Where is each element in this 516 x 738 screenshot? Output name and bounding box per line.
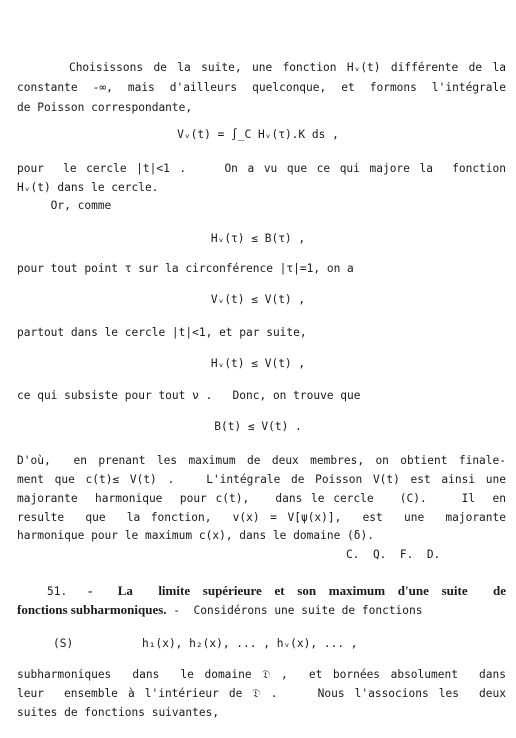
paragraph-conclusion-line4: resulte que la fonction, v(x) = V[ψ(x)], est une majorante — [17, 511, 506, 524]
paragraph-subsists: ce qui subsiste pour tout ν . Donc, on trouve que — [17, 389, 361, 402]
paragraph-choice-line2: constante -∞, mais d'ailleurs quelconque, et formons l'intégrale — [17, 81, 506, 94]
section-number: 51. — [47, 585, 68, 598]
equation-b-v-bound: B(t) ≤ V(t) . — [214, 420, 302, 433]
paragraph-subharmonic-line3: suites de fonctions suivantes, — [17, 706, 220, 719]
paragraph-subharmonic-line2: leur ensemble à l'intérieur de 𝔇 . Nous l'associons les deux — [17, 687, 506, 700]
paragraph-circumference: pour tout point τ sur la circonférence |τ|=1, on a — [17, 262, 354, 275]
paragraph-choice-line1: Choisissons de la suite, une fonction Hᵥ(t) différente de la — [17, 61, 506, 74]
equation-v-bound: Vᵥ(t) ≤ V(t) , — [210, 293, 306, 306]
section-title-line2: fonctions subharmoniques. — [17, 602, 167, 617]
paragraph-subharmonic-line1: subharmoniques dans le domaine 𝔇 , et bornées absolument dans — [17, 668, 506, 681]
equation-poisson-integral: Vᵥ(t) = ∫_C Hᵥ(τ).K ds , — [177, 128, 339, 141]
paragraph-everywhere: partout dans le cercle |t|<1, et par suite, — [17, 326, 307, 339]
section-title-line2-wrap — [17, 603, 423, 618]
equation-h-v-bound: Hᵥ(t) ≤ V(t) , — [210, 357, 306, 370]
qed-mark: C. Q. F. D. — [346, 548, 441, 561]
paragraph-circle-line3: Or, comme — [17, 199, 112, 212]
paragraph-circle-line2: Hᵥ(t) dans le cercle. — [17, 181, 159, 194]
equation-sequence-label: (S) — [53, 637, 74, 650]
paragraph-circle-line1: pour le cercle |t|<1 . On a vu que ce qui majore la fonction — [17, 162, 506, 175]
paragraph-conclusion-line5: harmonique pour le maximum c(x), dans le domaine (δ). — [17, 529, 374, 542]
equation-h-bound: Hᵥ(τ) ≤ B(τ) , — [210, 232, 306, 245]
equation-sequence: h₁(x), h₂(x), ... , hᵥ(x), ... , — [142, 637, 358, 650]
section-title-line1: - La limite supérieure et son maximum d'une suite de — [88, 583, 506, 598]
paragraph-conclusion-line2: ment que c(t)≤ V(t) . L'intégrale de Poisson V(t) est ainsi une — [17, 473, 506, 486]
paragraph-conclusion-line3: majorante harmonique pour c(t), dans le cercle (C). Il en — [17, 492, 506, 505]
paragraph-choice-line3: de Poisson correspondante, — [17, 101, 193, 114]
section-intro: - Considérons une suite de fonctions — [166, 604, 423, 617]
paragraph-conclusion-line1: D'où, en prenant les maximum de deux membres, on obtient finale- — [17, 454, 506, 467]
